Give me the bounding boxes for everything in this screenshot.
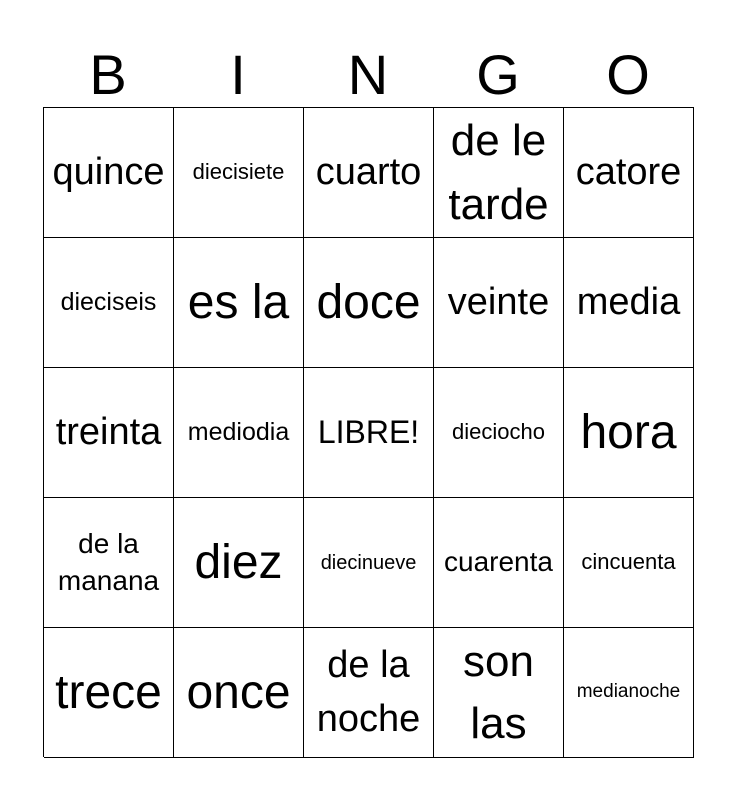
bingo-cell-r2-c2[interactable]	[174, 238, 304, 368]
cell-label: diez	[194, 535, 283, 589]
bingo-cell-r4-c2[interactable]	[174, 498, 304, 628]
cell-label: son las	[463, 636, 534, 748]
cell-label: doce	[316, 275, 421, 329]
bingo-cell-r5-c5[interactable]	[564, 628, 694, 758]
cell-label: catore	[575, 150, 682, 193]
cell-label: treinta	[55, 410, 162, 453]
bingo-cell-r5-c2[interactable]	[174, 628, 304, 758]
cell-label: cuarenta	[444, 546, 553, 578]
bingo-cell-r1-c4[interactable]	[434, 108, 564, 238]
header-letter-b: B	[89, 43, 127, 106]
cell-label: media	[576, 280, 681, 323]
header-letter-i: I	[230, 43, 246, 106]
cell-label: diecisiete	[192, 159, 285, 185]
bingo-cell-r5-c4[interactable]	[434, 628, 564, 758]
bingo-cell-r5-c3[interactable]	[304, 628, 434, 758]
bingo-cell-r2-c4[interactable]	[434, 238, 564, 368]
free-space-label: LIBRE!	[317, 414, 420, 451]
cell-label: de le tarde	[448, 115, 549, 229]
bingo-cell-r2-c1[interactable]	[44, 238, 174, 368]
bingo-cell-r2-c5[interactable]	[564, 238, 694, 368]
cell-label: cincuenta	[581, 549, 676, 575]
cell-label: dieciocho	[452, 419, 545, 445]
bingo-cell-r1-c5[interactable]	[564, 108, 694, 238]
bingo-board	[43, 107, 694, 757]
bingo-cell-r4-c4[interactable]	[434, 498, 564, 628]
header-letter-n: N	[347, 43, 389, 106]
header-letter-g: G	[476, 43, 520, 106]
bingo-cell-r1-c1[interactable]	[44, 108, 174, 238]
cell-label: hora	[580, 405, 677, 459]
cell-label: es la	[187, 275, 290, 329]
cell-label: diecinueve	[320, 551, 417, 574]
cell-label: dieciseis	[60, 287, 157, 316]
bingo-cell-r3-c2[interactable]	[174, 368, 304, 498]
cell-label: mediodia	[187, 417, 290, 446]
bingo-cell-r4-c3[interactable]	[304, 498, 434, 628]
bingo-cell-r5-c1[interactable]	[44, 628, 174, 758]
cell-label: cuarto	[315, 150, 422, 193]
bingo-header	[43, 44, 693, 106]
bingo-cell-r3-c5[interactable]	[564, 368, 694, 498]
cell-label: medianoche	[576, 681, 681, 703]
cell-label: trece	[55, 665, 162, 719]
bingo-cell-r1-c2[interactable]	[174, 108, 304, 238]
cell-label: veinte	[447, 280, 550, 323]
header-letter-o: O	[606, 43, 650, 106]
bingo-cell-r4-c5[interactable]	[564, 498, 694, 628]
bingo-cell-r3-c1[interactable]	[44, 368, 174, 498]
cell-label: once	[186, 665, 291, 719]
bingo-cell-r1-c3[interactable]	[304, 108, 434, 238]
bingo-cell-r2-c3[interactable]	[304, 238, 434, 368]
bingo-cell-r3-c4[interactable]	[434, 368, 564, 498]
cell-label: de la noche	[316, 644, 421, 740]
bingo-cell-r3-c3[interactable]	[304, 368, 434, 498]
cell-label: quince	[52, 150, 165, 193]
cell-label: de la manana	[57, 528, 160, 596]
bingo-cell-r4-c1[interactable]	[44, 498, 174, 628]
